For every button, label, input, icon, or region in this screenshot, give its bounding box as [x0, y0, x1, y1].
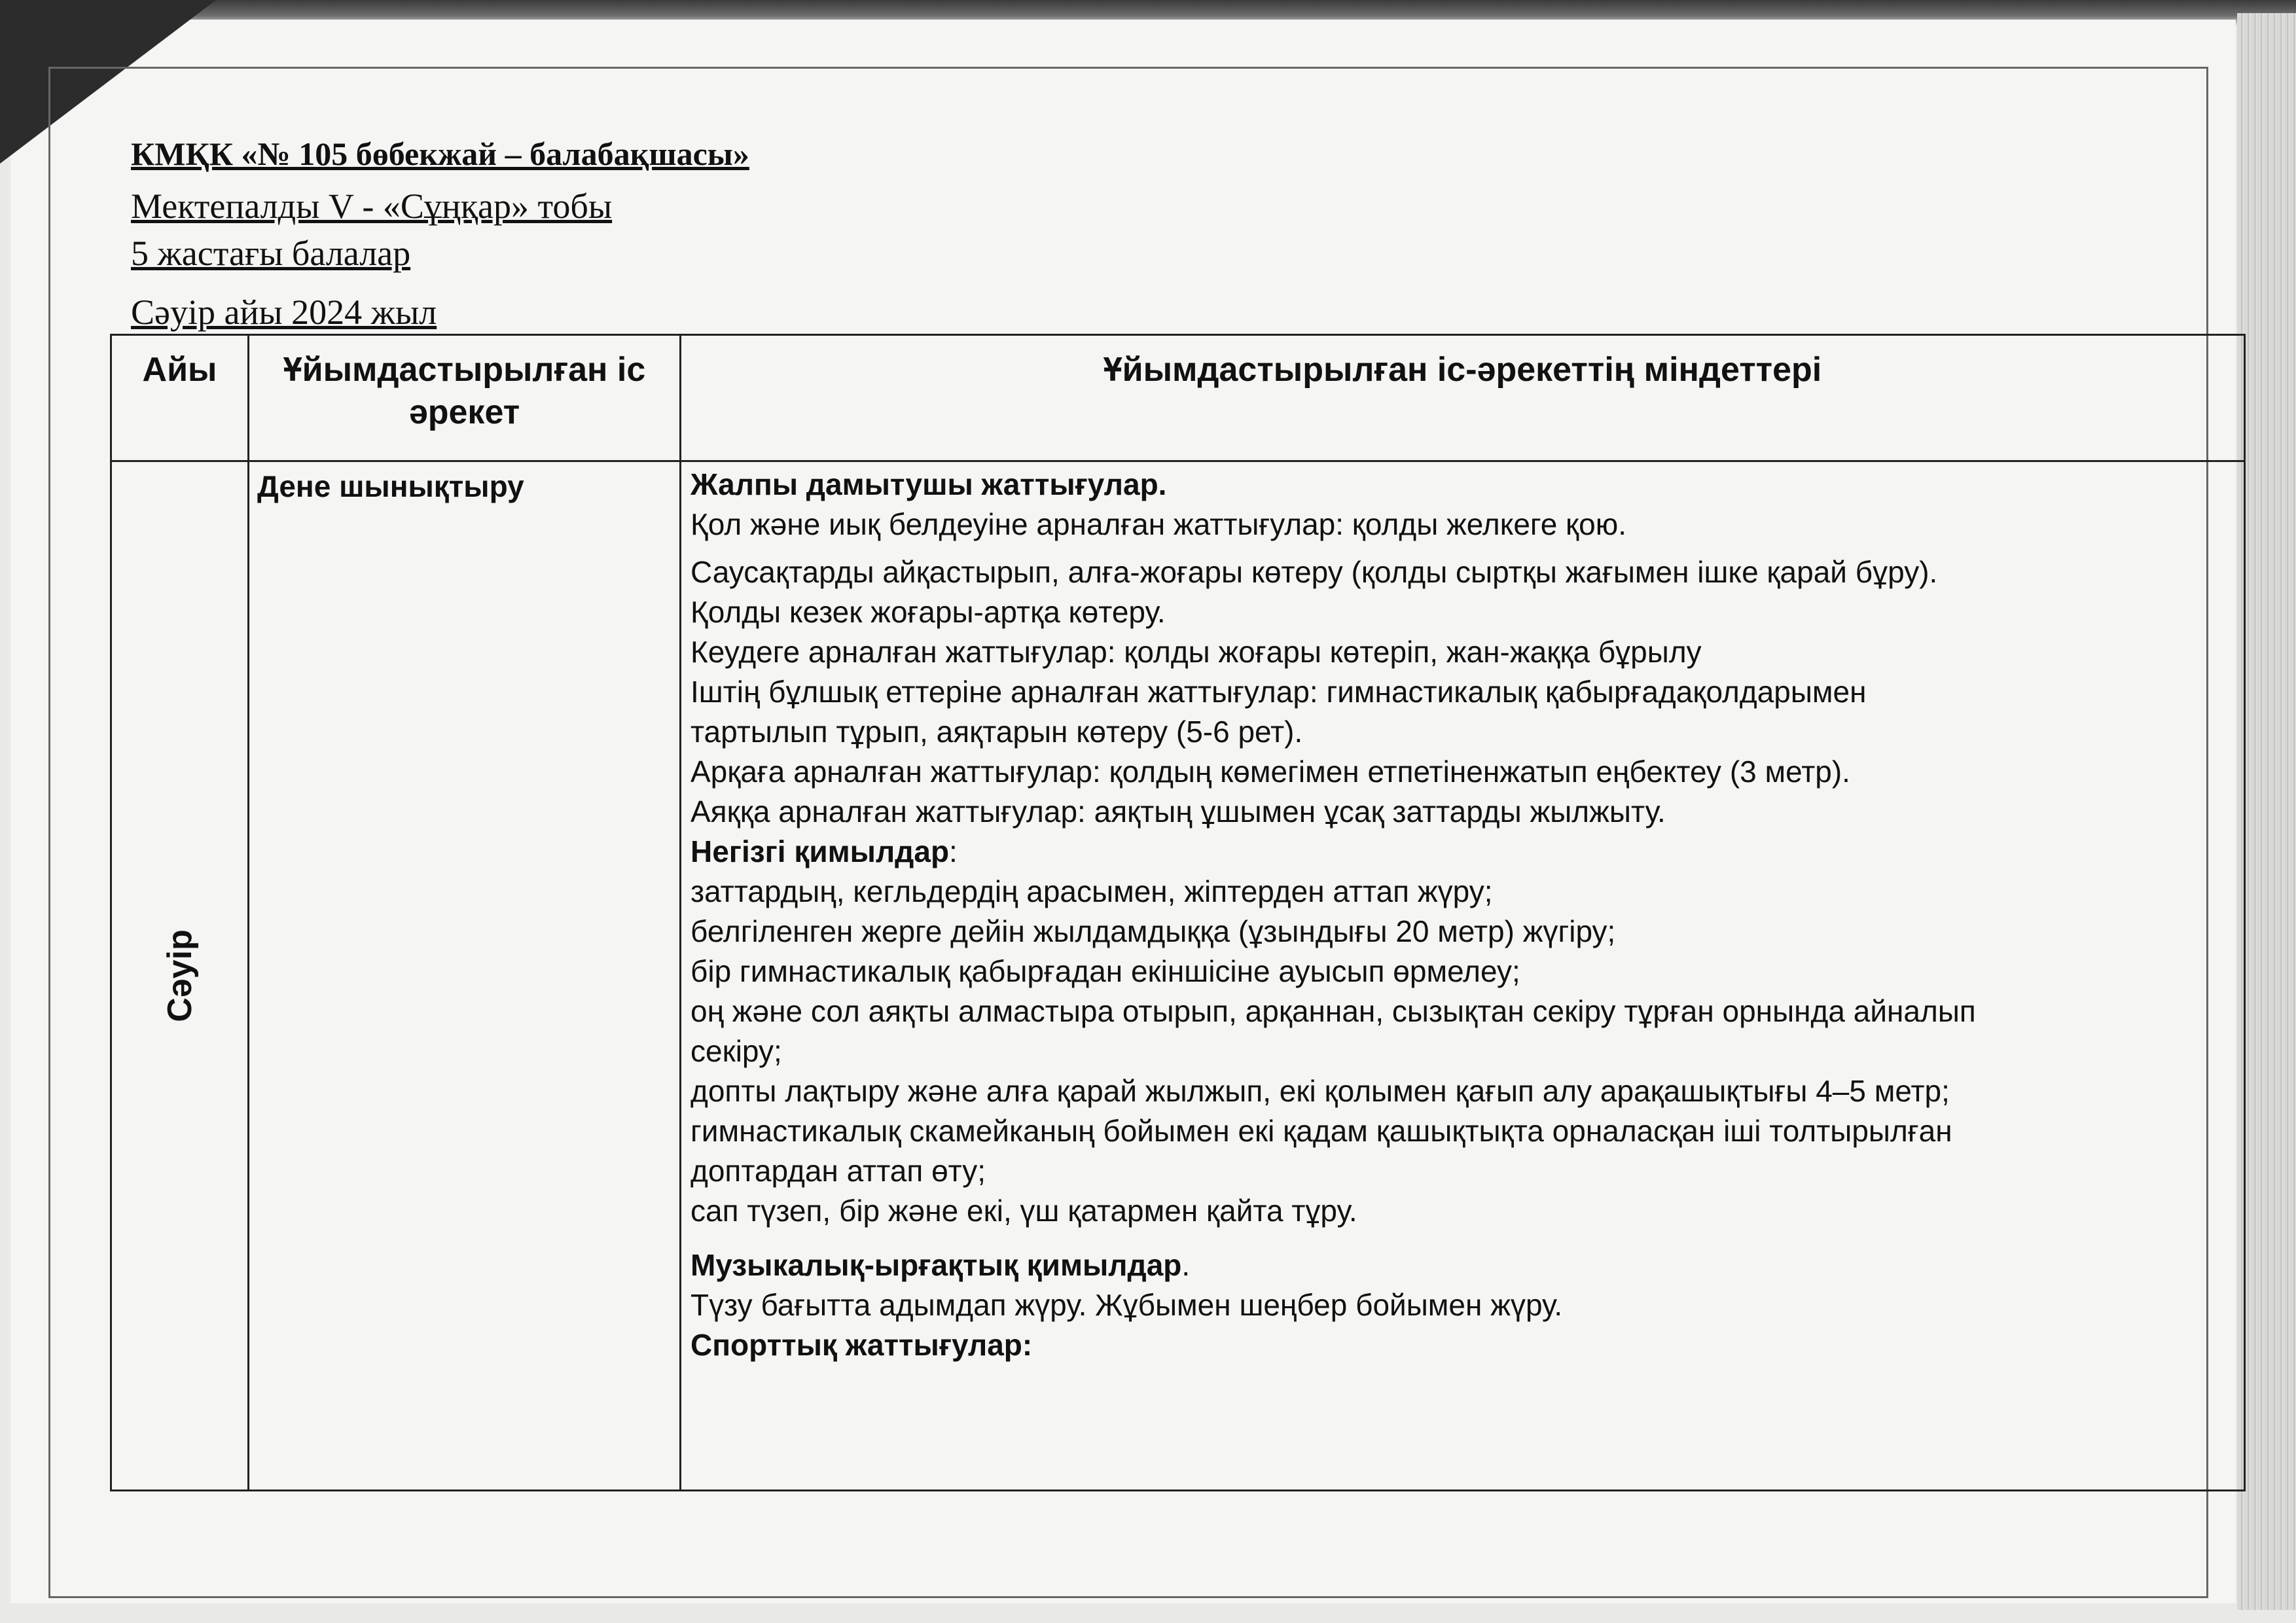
tasks-cell: [681, 461, 2245, 1491]
column-header-activity: Ұйымдастырылған іс әрекет: [249, 335, 681, 461]
task-line: гимнастикалық скамейканың бойымен екі қадам қашықтықта орналасқан іші толтырылған: [691, 1114, 1952, 1148]
organization-title: КМҚК «№ 105 бөбекжай – балабақшасы»: [131, 135, 749, 172]
task-line: доптардан аттап өту;: [691, 1154, 986, 1188]
group-name: Мектепалды V - «Сұңқар» тобы: [131, 187, 613, 226]
column-header-tasks: Ұйымдастырылған іс-әрекеттің міндеттері: [681, 335, 2245, 461]
section-title-sports-exercises: Спорттық жаттығулар:: [691, 1328, 1033, 1362]
section-title-dot: .: [1181, 1248, 1191, 1282]
table-header-row: [111, 335, 2245, 461]
table-row: [111, 461, 2245, 1491]
task-line: секіру;: [691, 1034, 782, 1068]
task-line: Аяққа арналған жаттығулар: аяқтың ұшымен ұсақ заттарды жылжыту.: [691, 794, 1666, 829]
task-line: тартылып тұрып, аяқтарын көтеру (5-6 рет).: [691, 715, 1303, 749]
activity-plan-table: [110, 334, 2246, 1491]
task-line: Арқаға арналған жаттығулар: қолдың көмегімен етпетіненжатып еңбектеу (3 метр).: [691, 755, 1850, 789]
month-label: Сәуір: [160, 929, 199, 1022]
task-line: Қолды кезек жоғары-артқа көтеру.: [691, 595, 1166, 629]
section-title-rhythmic-movements: [691, 1245, 2237, 1285]
task-line: бір гимнастикалық қабырғадан екіншісіне ауысып өрмелеу;: [691, 954, 1520, 988]
section-title-text: Негізгі қимылдар: [691, 834, 950, 868]
task-line: Түзу бағытта адымдап жүру. Жұбымен шеңбер бойымен жүру.: [691, 1288, 1563, 1322]
month-year: Сәуір айы 2024 жыл: [131, 293, 437, 332]
column-header-month: Айы: [111, 335, 249, 461]
task-line: Іштің бұлшық еттеріне арналған жаттығулар: гимнастикалық қабырғадақолдарымен: [691, 675, 1867, 709]
task-line: Саусақтарды айқастырып, алға-жоғары көтеру (қолды сыртқы жағымен ішке қарай бұру).: [691, 555, 1938, 589]
activity-cell: [249, 461, 681, 1491]
section-title-text: Музыкалық-ырғақтық қимылдар: [691, 1248, 1182, 1282]
month-cell: [111, 461, 249, 1491]
task-line: Кеудеге арналған жаттығулар: қолды жоғары көтеріп, жан-жаққа бұрылу: [691, 635, 1702, 669]
age-group: 5 жастағы балалар: [131, 234, 411, 273]
section-title-basic-movements: [691, 832, 2237, 872]
page-stack-edge: [2237, 13, 2296, 1610]
task-line: Қол және иық белдеуіне арналған жаттығулар: қолды желкеге қою.: [691, 507, 1627, 541]
task-line: заттардың, кегльдердің арасымен, жіптерден аттап жүру;: [691, 874, 1493, 908]
activity-name: Дене шынықтыру: [257, 469, 524, 503]
task-line: сап түзеп, бір және екі, үш қатармен қайта тұру.: [691, 1194, 1357, 1228]
tasks-content: [681, 462, 2244, 1365]
section-title-colon: :: [949, 834, 958, 868]
task-line: белгіленген жерге дейін жылдамдыққа (ұзындығы 20 метр) жүгіру;: [691, 914, 1616, 948]
task-line: допты лақтыру және алға қарай жылжып, екі қолымен қағып алу арақашықтығы 4–5 метр;: [691, 1074, 1950, 1108]
section-title-general-exercises: Жалпы дамытушы жаттығулар.: [691, 467, 1167, 501]
task-line: оң және сол аяқты алмастыра отырып, арқаннан, сызықтан секіру тұрған орнында айналып: [691, 994, 1976, 1028]
